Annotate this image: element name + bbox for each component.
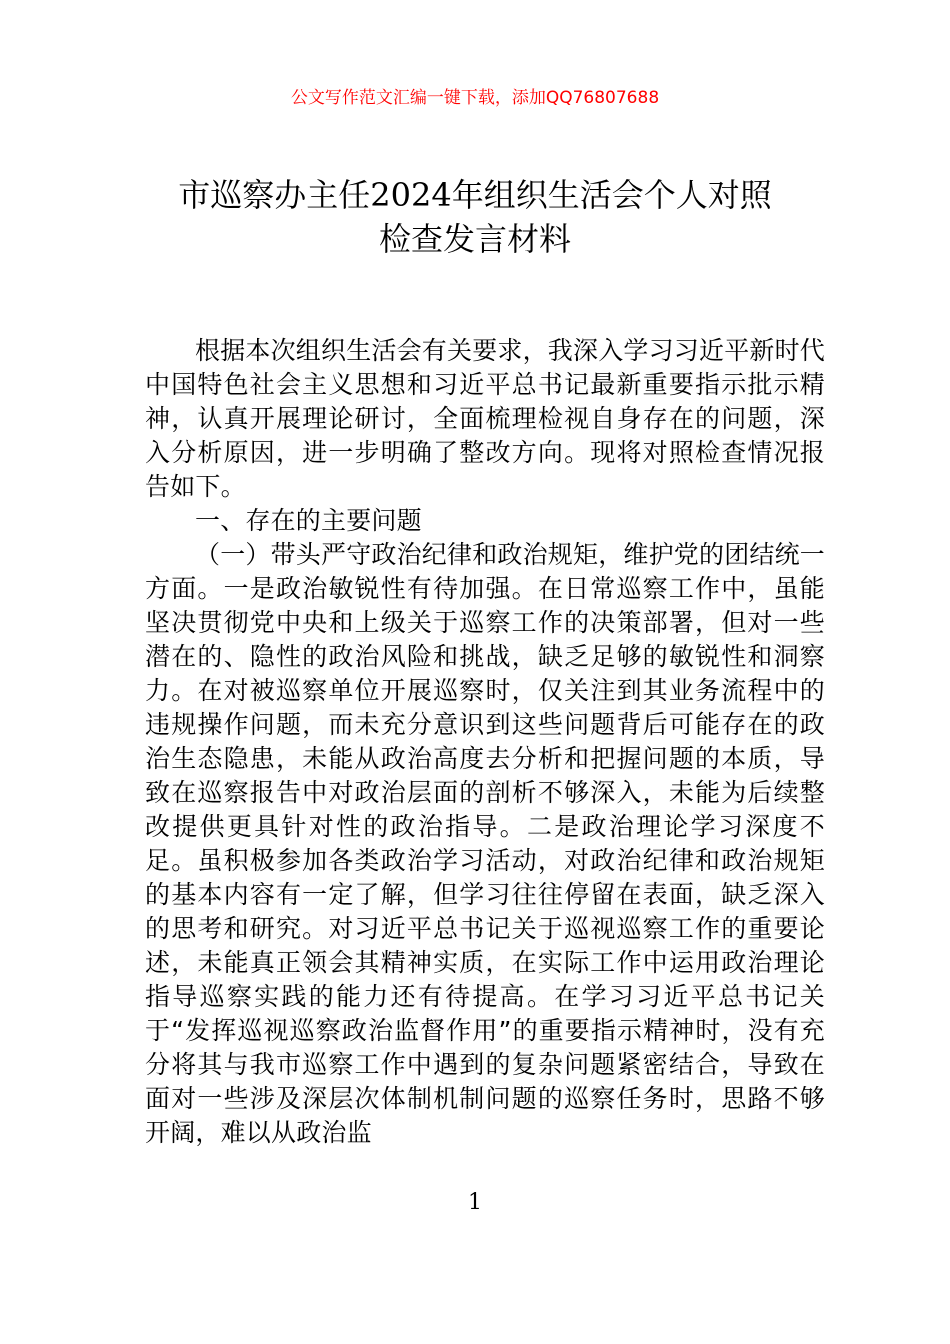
document-body	[145, 334, 825, 1150]
intro-paragraph: 根据本次组织生活会有关要求，我深入学习习近平新时代中国特色社会主义思想和习近平总书记最新重要指示批示精神，认真开展理论研讨，全面梳理检视自身存在的问题，深入分析原因，进一步明确了整改方向。现将对照检查情况报告如下。	[145, 336, 826, 501]
document-title-line-2: 检查发言材料	[378, 220, 571, 258]
section-paragraph: （一）带头严守政治纪律和政治规矩，维护党的团结统一方面。一是政治敏锐性有待加强。在日常巡察工作中，虽能坚决贯彻党中央和上级关于巡察工作的决策部署，但对一些潜在的、隐性的政治风险和挑战，缺乏足够的敏锐性和洞察力。在对被巡察单位开展巡察时，仅关注到其业务流程中的违规操作问题，而未充分意识到这些问题背后可能存在的政治生态隐患，未能从政治高度去分析和把握问题的本质，导致在巡察报告中对政治层面的剖析不够深入，未能为后续整改提供更具针对性的政治指导。二是政治理论学习深度不足。虽积极参加各类政治学习活动，对政治纪律和政治规矩的基本内容有一定了解，但学习往往停留在表面，缺乏深入的思考和研究。对习近平总书记关于巡视巡察工作的重要论述，未能真正领会其精神实质，在实际工作中运用政治理论指导巡察实践的能力还有待提高。在学习习近平总书记关于“发挥巡视巡察政治监督作用”的重要指示精神时，没有充分将其与我市巡察工作中遇到的复杂问题紧密结合，导致在面对一些涉及深层次体制机制问题的巡察任务时，思路不够开阔，难以从政治监	[145, 540, 826, 1147]
section-heading: 一、存在的主要问题	[195, 506, 422, 535]
download-note: 公文写作范文汇编一键下载，添加QQ76807688	[290, 88, 660, 108]
document-title-line-1: 市巡察办主任2024年组织生活会个人对照	[178, 176, 772, 214]
page-number: 1	[468, 1190, 482, 1215]
